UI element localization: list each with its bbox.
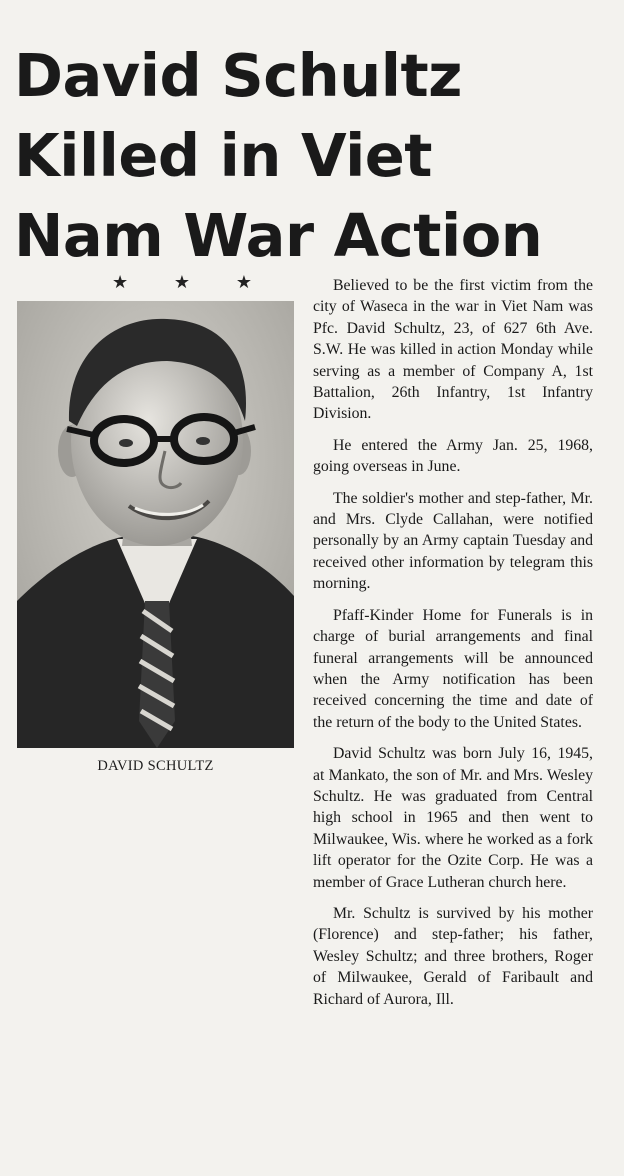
article-paragraph: Believed to be the first victim from the city of Waseca in the war in Viet Nam was Pfc. David Schultz, 23, of 627 6th Ave. S.W. He was killed in action Monday while serving as a member of Company A, 1st Battalion, 26th Infantry, 1st Infantry Division. — [313, 277, 593, 423]
star-icon: ★ — [173, 272, 191, 293]
article-body — [313, 275, 593, 1020]
article-paragraph: Mr. Schultz is survived by his mother (Florence) and step-father; his father, Wesley Schultz; and three brothers, Roger of Milwaukee, Gerald of Faribault and Richard of Aurora, Ill. — [313, 904, 593, 1008]
headline-line-3: Nam War Action — [14, 201, 543, 270]
headline — [14, 36, 614, 276]
star-icon: ★ — [112, 272, 129, 293]
star-icon: ★ — [235, 272, 252, 293]
article-paragraph: He entered the Army Jan. 25, 1968, going overseas in June. — [313, 436, 593, 476]
headline-line-1: David Schultz — [14, 41, 462, 110]
article-paragraph: Pfaff-Kinder Home for Funerals is in charge of burial arrangements and final funeral arrangements will be announced when the Army notification has been received concerning the time and date of the return of the body to the United States. — [313, 606, 593, 731]
portrait-photo — [17, 301, 294, 748]
star-separator — [112, 272, 252, 293]
article-paragraph: David Schultz was born July 16, 1945, at Mankato, the son of Mr. and Mrs. Wesley Schultz. He was graduated from Central high school in 1965 and then went to Milwaukee, Wis. where he worked as a fork lift operator for the Ozite Corp. He was a member of Grace Lutheran church here. — [313, 745, 593, 891]
article-paragraph: The soldier's mother and step-father, Mr. and Mrs. Clyde Callahan, were notified personally by an Army captain Tuesday and received other information by telegram this morning. — [313, 489, 593, 593]
portrait-illustration — [17, 301, 294, 748]
photo-caption: DAVID SCHULTZ — [97, 758, 214, 774]
headline-line-2: Killed in Viet — [14, 121, 433, 190]
